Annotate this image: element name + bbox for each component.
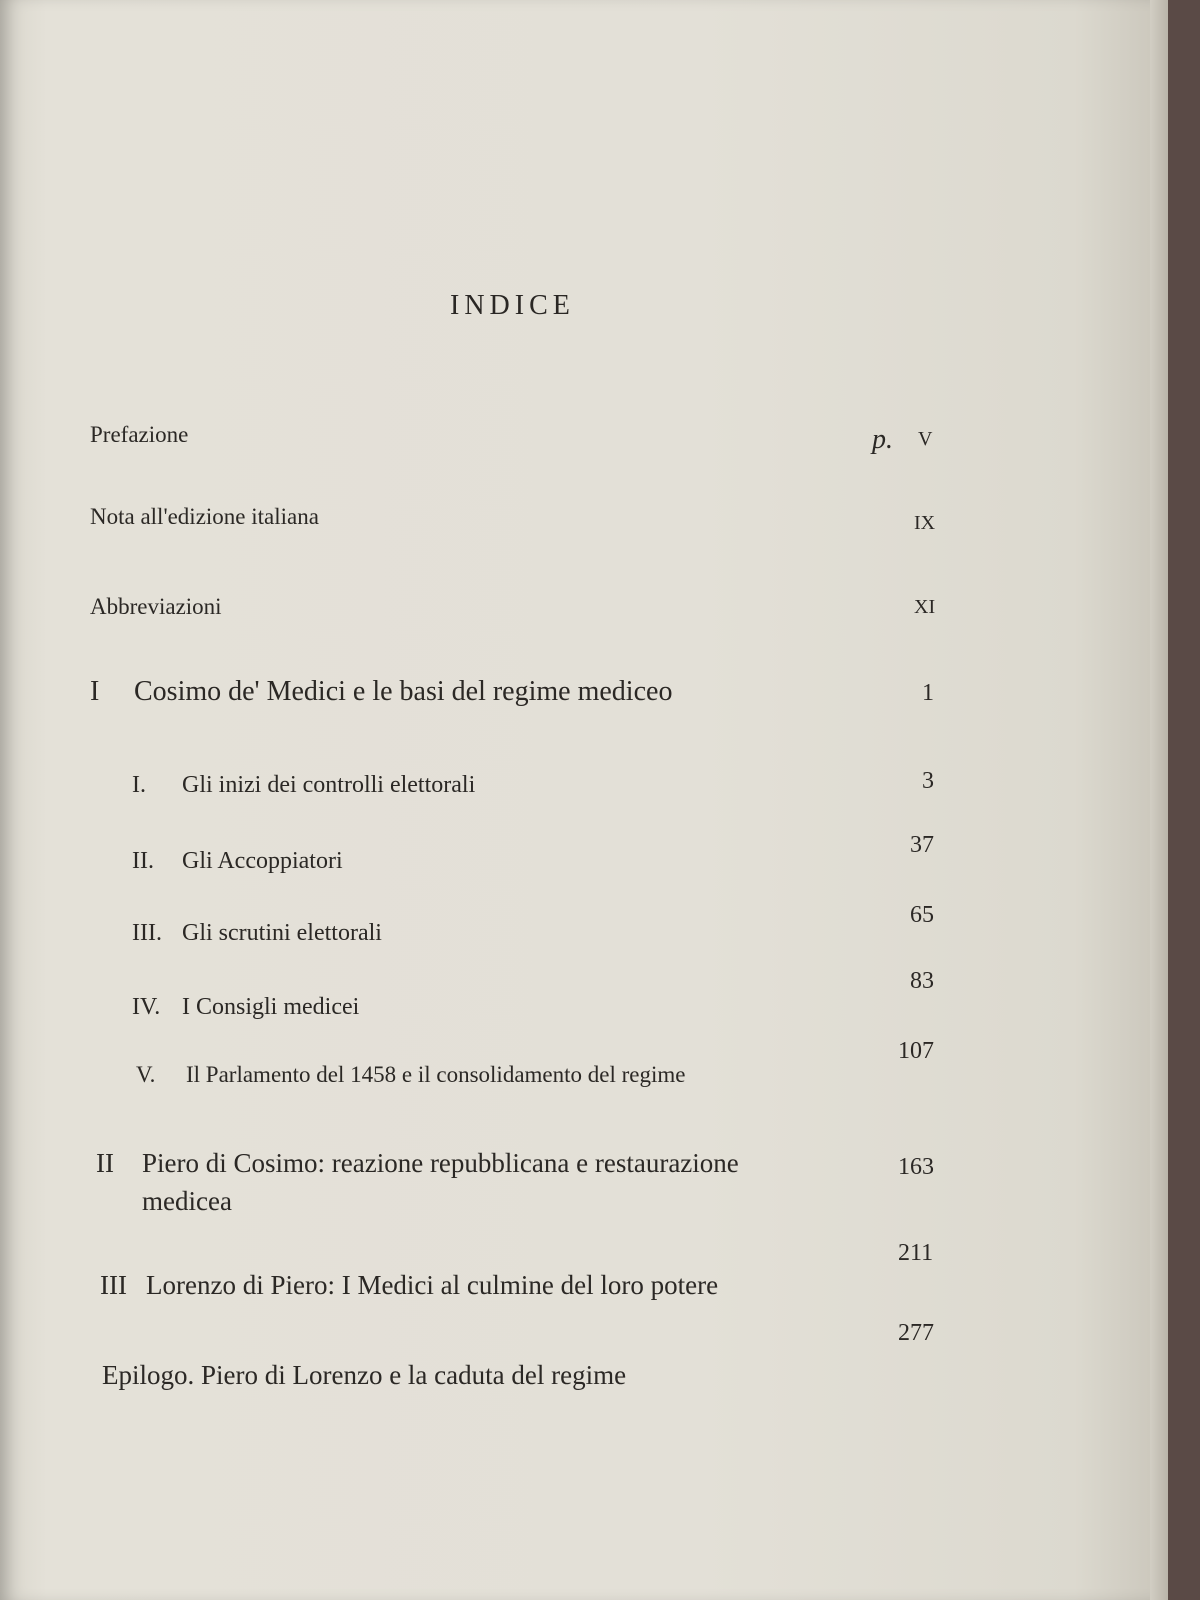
toc-section <box>132 920 382 947</box>
page-prefix: p. <box>872 424 893 455</box>
toc-section <box>132 772 475 799</box>
page-number: XI <box>914 596 936 618</box>
chapter-title: Cosimo de' Medici e le basi del regime mediceo <box>134 676 673 707</box>
toc-chapter <box>100 1270 718 1301</box>
section-title: Gli inizi dei controlli elettorali <box>182 772 476 798</box>
chapter-title: Piero di Cosimo: reazione repubblicana e restaurazione <box>142 1148 739 1178</box>
page-number: 107 <box>898 1038 934 1064</box>
entry-title: Prefazione <box>90 422 189 447</box>
toc-chapter-continued <box>142 1186 232 1217</box>
section-number: V. <box>136 1062 156 1087</box>
page-edge <box>1150 0 1168 1600</box>
section-title: Gli Accoppiatori <box>182 848 343 874</box>
toc-entry-abbreviazioni <box>90 594 222 620</box>
section-number: IV. <box>132 994 161 1020</box>
section-title: I Consigli medicei <box>182 994 360 1020</box>
page-number: 37 <box>910 832 934 858</box>
page-number: 83 <box>910 968 934 994</box>
chapter-title-line2: medicea <box>142 1186 232 1216</box>
toc-epilogue <box>102 1360 626 1391</box>
page-number: 211 <box>898 1240 934 1266</box>
section-title: Il Parlamento del 1458 e il consolidamento del regime <box>186 1062 686 1087</box>
page-number: IX <box>914 512 936 534</box>
toc-entry-prefazione <box>90 422 188 448</box>
chapter-number: II <box>96 1148 114 1178</box>
entry-title: Abbreviazioni <box>90 594 222 619</box>
chapter-number: III <box>100 1270 127 1300</box>
toc-chapter <box>90 676 672 708</box>
toc-section <box>132 994 359 1021</box>
toc-chapter <box>96 1148 739 1179</box>
toc-section <box>136 1062 685 1088</box>
page-number: 65 <box>910 902 934 928</box>
entry-title: Nota all'edizione italiana <box>90 504 319 529</box>
toc-section <box>132 848 343 875</box>
toc-entry-nota <box>90 504 319 530</box>
page-number: V <box>918 428 933 450</box>
chapter-number: I <box>90 676 100 707</box>
section-number: I. <box>132 772 146 798</box>
section-title: Gli scrutini elettorali <box>182 920 382 946</box>
epilogue-title: Epilogo. Piero di Lorenzo e la caduta del regime <box>102 1360 627 1390</box>
section-number: III. <box>132 920 162 946</box>
chapter-title: Lorenzo di Piero: I Medici al culmine del loro potere <box>146 1270 719 1300</box>
section-number: II. <box>132 848 154 874</box>
page-number: 3 <box>922 768 934 794</box>
page-title: INDICE <box>450 290 575 321</box>
page-number: 1 <box>922 680 934 706</box>
page-number: 277 <box>898 1320 934 1346</box>
page-number: 163 <box>898 1154 934 1180</box>
